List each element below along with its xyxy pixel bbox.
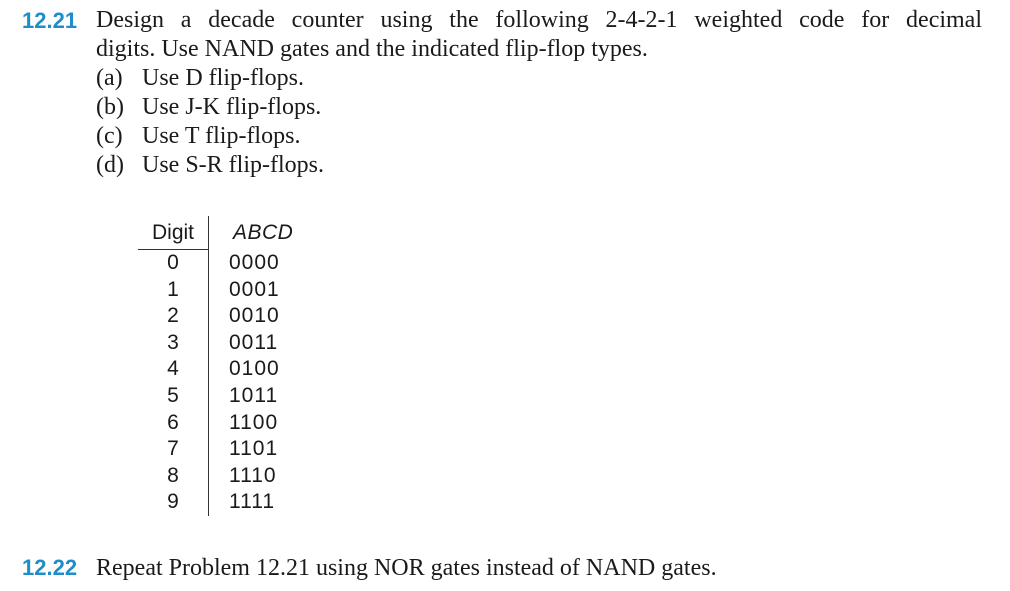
- digit-cell: 6: [138, 410, 209, 437]
- code-cell: 1011: [229, 383, 279, 407]
- problem-statement-line-1: [22, 6, 982, 35]
- code-cell: 0011: [229, 330, 279, 354]
- table-row: [138, 463, 321, 490]
- weighted-code-table: [138, 216, 321, 516]
- problem-number: 12.22: [22, 555, 78, 580]
- table-row: [138, 383, 321, 410]
- part-label: (a): [96, 65, 123, 91]
- digit-cell: 7: [138, 436, 209, 463]
- problem-number: 12.21: [22, 8, 78, 33]
- part-text: Use T flip-flops.: [142, 123, 301, 149]
- table-row: [138, 356, 321, 383]
- code-cell: 0001: [229, 277, 280, 301]
- problem-part: [96, 122, 982, 151]
- digit-cell: 1: [138, 277, 209, 304]
- part-label: (d): [96, 152, 124, 178]
- digit-cell: 8: [138, 463, 209, 490]
- code-cell: 1111: [229, 490, 276, 514]
- part-label: (b): [96, 94, 124, 120]
- table-row: [138, 410, 321, 437]
- part-text: Use D flip-flops.: [142, 65, 304, 91]
- problem-12-21: [22, 6, 982, 180]
- code-cell: 0000: [229, 250, 280, 274]
- digit-cell: 9: [138, 489, 209, 516]
- code-cell: 1100: [229, 410, 279, 434]
- digit-cell: 3: [138, 330, 209, 357]
- table-row: [138, 436, 321, 463]
- problem-12-22: [22, 553, 982, 583]
- digit-cell: 5: [138, 383, 209, 410]
- problem-parts-list: [22, 64, 982, 180]
- code-cell: 1110: [229, 463, 277, 487]
- table-row: [138, 330, 321, 357]
- code-table-container: [138, 216, 321, 516]
- code-cell: 1101: [229, 437, 279, 461]
- header-digit: Digit: [138, 216, 209, 250]
- problem-statement-text: Design a decade counter using the following 2-4-2-1 weighted code for decimal: [96, 7, 982, 33]
- table-row: [138, 303, 321, 330]
- problem-part: [96, 151, 982, 180]
- header-abcd: ABCD: [233, 221, 294, 245]
- table-row: [138, 250, 321, 277]
- digit-cell: 2: [138, 303, 209, 330]
- problem-statement-line-2: digits. Use NAND gates and the indicated flip-flop types.: [96, 36, 648, 62]
- digit-cell: 4: [138, 356, 209, 383]
- problem-statement-text: Repeat Problem 12.21 using NOR gates instead of NAND gates.: [96, 555, 717, 581]
- part-text: Use S-R flip-flops.: [142, 152, 324, 178]
- problem-part: [96, 93, 982, 122]
- code-cell: 0010: [229, 304, 280, 328]
- table-row: [138, 277, 321, 304]
- table-header-row: [138, 216, 321, 250]
- code-cell: 0100: [229, 357, 280, 381]
- part-text: Use J-K flip-flops.: [142, 94, 322, 120]
- problem-part: [96, 64, 982, 93]
- digit-cell: 0: [138, 250, 209, 277]
- part-label: (c): [96, 123, 123, 149]
- table-row: [138, 489, 321, 516]
